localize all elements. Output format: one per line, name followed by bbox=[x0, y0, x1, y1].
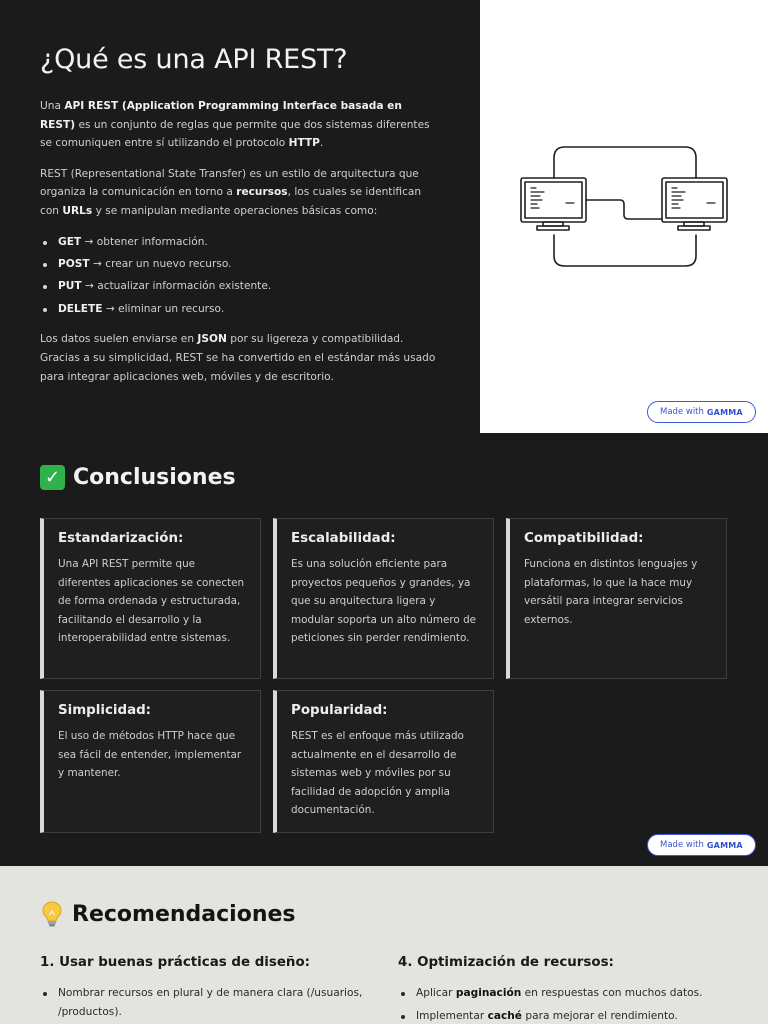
section-body bbox=[40, 97, 440, 398]
made-with-gamma-badge[interactable]: Made with GAMMA bbox=[647, 401, 756, 423]
section-title: ¿Qué es una API REST? bbox=[40, 44, 348, 75]
list-item: GET → obtener información. bbox=[40, 233, 440, 252]
card-compatibility: Compatibilidad: Funciona en distintos lenguajes y plataformas, lo que la hace muy versátil para integrar servicios externos. bbox=[506, 518, 727, 679]
section-title: Recomendaciones bbox=[40, 900, 296, 928]
check-mark-icon: ✓ bbox=[40, 465, 65, 490]
list-item: Implementar caché para mejorar el rendimiento. bbox=[398, 1007, 738, 1024]
illustration-panel bbox=[480, 0, 768, 433]
paragraph-intro: Una API REST (Application Programming Interface basada en REST) es un conjunto de reglas que permite que dos sistemas diferentes se comuniquen entre sí utilizando el protocolo HTTP. bbox=[40, 100, 430, 150]
card-popularity: Popularidad: REST es el enfoque más utilizado actualmente en el desarrollo de sistemas web y móviles por su facilidad de adopción y amplia documentación. bbox=[273, 690, 494, 833]
card-standardization: Estandarización: Una API REST permite que diferentes aplicaciones se conecten de forma ordenada y estructurada, facilitando el desarrollo y la interoperabilidad entre sistemas. bbox=[40, 518, 261, 679]
recommendation-list bbox=[398, 984, 738, 1024]
paragraph-rest: REST (Representational State Transfer) es un estilo de arquitectura que organiza la comunicación en torno a recursos, los cuales se identifican con URLs y se manipulan mediante operaciones básicas como: bbox=[40, 167, 422, 217]
recommendation-column-4: 4. Optimización de recursos: Aplicar paginación en respuestas con muchos datos. Implementar caché para mejorar el rendimiento. bbox=[398, 955, 738, 1024]
list-item: PUT → actualizar información existente. bbox=[40, 277, 440, 296]
gamma-logo: GAMMA bbox=[706, 840, 743, 850]
list-item: Nombrar recursos en plural y de manera clara (/usuarios, /productos). bbox=[40, 984, 380, 1021]
made-with-gamma-badge[interactable]: Made with GAMMA bbox=[647, 834, 756, 856]
list-item: POST → crear un nuevo recurso. bbox=[40, 255, 440, 274]
card-scalability: Escalabilidad: Es una solución eficiente para proyectos pequeños y grandes, ya que su arquitectura ligera y modular soporta un alto número de peticiones sin perder rendimiento. bbox=[273, 518, 494, 679]
recommendation-column-1: 1. Usar buenas prácticas de diseño: Nombrar recursos en plural y de manera clara (/usuarios, /productos). bbox=[40, 955, 380, 1024]
conclusions-section bbox=[0, 433, 768, 866]
recommendation-list bbox=[40, 984, 380, 1021]
two-computers-illustration bbox=[480, 0, 768, 433]
api-rest-section bbox=[0, 0, 768, 433]
recommendations-section bbox=[0, 866, 768, 1024]
card-simplicity: Simplicidad: El uso de métodos HTTP hace que sea fácil de entender, implementar y mantener. bbox=[40, 690, 261, 833]
methods-list bbox=[40, 233, 440, 319]
list-item: Aplicar paginación en respuestas con muchos datos. bbox=[398, 984, 738, 1003]
gamma-logo: GAMMA bbox=[706, 407, 743, 417]
light-bulb-icon bbox=[40, 900, 64, 928]
paragraph-json: Los datos suelen enviarse en JSON por su ligereza y compatibilidad. Gracias a su simplicidad, REST se ha convertido en el estándar más usado para integrar aplicaciones web, móviles y de escritorio. bbox=[40, 333, 436, 383]
list-item: DELETE → eliminar un recurso. bbox=[40, 300, 440, 319]
section-title: ✓ Conclusiones bbox=[40, 465, 236, 490]
